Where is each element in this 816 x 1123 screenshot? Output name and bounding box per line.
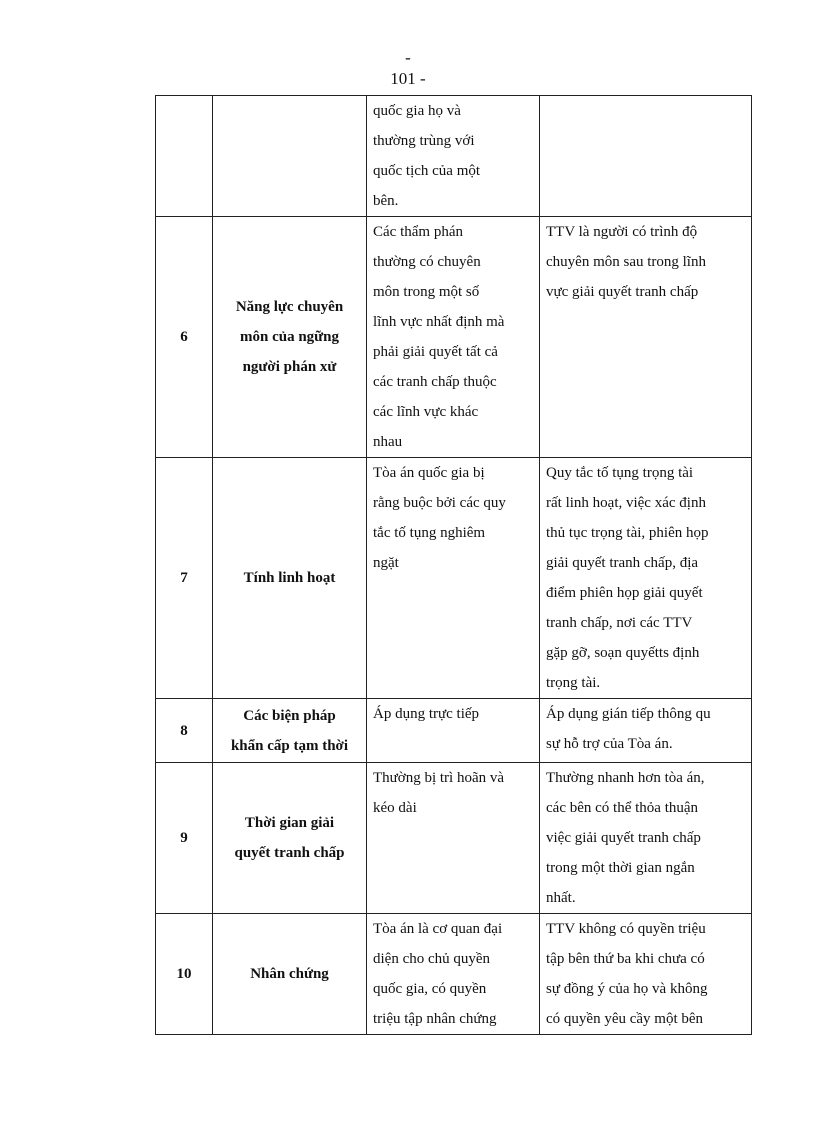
arbitration-cell: TTV không có quyền triệu tập bên thứ ba khi chưa có sự đồng ý của họ và không có quyền yêu cầy một bên — [540, 914, 752, 1035]
criterion-cell: Các biện pháp khẩn cấp tạm thời — [213, 699, 367, 763]
table-row — [156, 914, 752, 1035]
row-number: 7 — [156, 458, 213, 699]
court-cell: Các thẩm phán thường có chuyên môn trong một số lĩnh vực nhất định mà phải giải quyết tất cả các tranh chấp thuộc các lĩnh vực khác nhau — [367, 217, 540, 458]
criterion-cell: Thời gian giải quyết tranh chấp — [213, 763, 367, 914]
arbitration-cell: Thường nhanh hơn tòa án, các bên có thể thỏa thuận việc giải quyết tranh chấp trong một thời gian ngắn nhất. — [540, 763, 752, 914]
row-number — [156, 96, 213, 217]
table-row — [156, 96, 752, 217]
row-number: 6 — [156, 217, 213, 458]
arbitration-cell: Quy tắc tố tụng trọng tài rất linh hoạt, việc xác định thủ tục trọng tài, phiên họp giải quyết tranh chấp, địa điểm phiên họp giải quyết tranh chấp, nơi các TTV gặp gỡ, soạn quyếtts định trọng tài. — [540, 458, 752, 699]
court-cell: Tòa án quốc gia bị rằng buộc bởi các quy tắc tố tụng nghiêm ngặt — [367, 458, 540, 699]
court-cell: Thường bị trì hoãn và kéo dài — [367, 763, 540, 914]
table-row — [156, 699, 752, 763]
criterion-cell: Nhân chứng — [213, 914, 367, 1035]
arbitration-cell — [540, 96, 752, 217]
page-number: 101 - — [390, 69, 426, 88]
criterion-cell: Tính linh hoạt — [213, 458, 367, 699]
criterion-cell — [213, 96, 367, 217]
row-number: 9 — [156, 763, 213, 914]
table-row — [156, 458, 752, 699]
comparison-table — [155, 95, 752, 1035]
criterion-cell: Năng lực chuyên môn của ngững người phán xử — [213, 217, 367, 458]
table-row — [156, 763, 752, 914]
table-row — [156, 217, 752, 458]
arbitration-cell: TTV là người có trình độ chuyên môn sau trong lĩnh vực giải quyết tranh chấp — [540, 217, 752, 458]
court-cell: quốc gia họ và thường trùng với quốc tịch của một bên. — [367, 96, 540, 217]
court-cell: Tòa án là cơ quan đại diện cho chủ quyền quốc gia, có quyền triệu tập nhân chứng — [367, 914, 540, 1035]
arbitration-cell: Áp dụng gián tiếp thông qu sự hỗ trợ của Tòa án. — [540, 699, 752, 763]
row-number: 10 — [156, 914, 213, 1035]
row-number: 8 — [156, 699, 213, 763]
page-number-dash: - — [405, 48, 411, 67]
court-cell: Áp dụng trực tiếp — [367, 699, 540, 763]
